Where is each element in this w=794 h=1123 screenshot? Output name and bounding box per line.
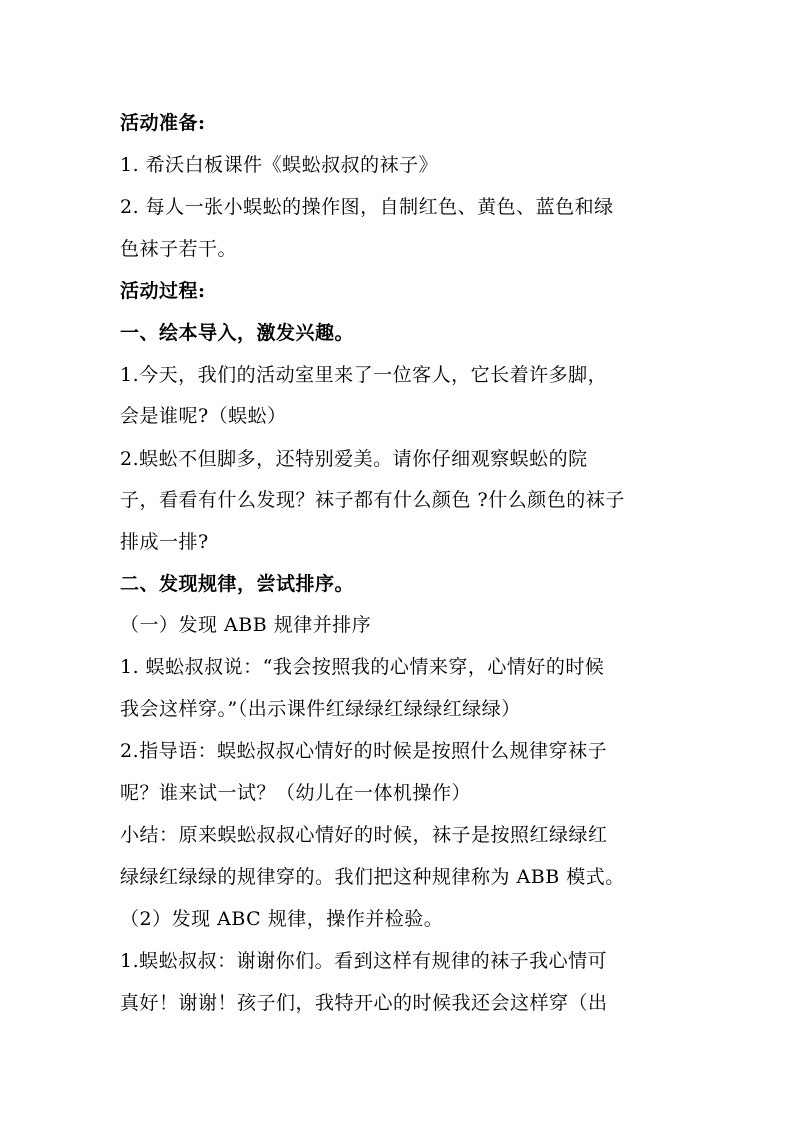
- paragraph-line: 子，看看有什么发现？袜子都有什么颜色 ?什么颜色的袜子: [120, 489, 625, 511]
- subsection-heading: （一）发现 ABB 规律并排序: [120, 614, 372, 636]
- paragraph-line: 色袜子若干。: [120, 238, 238, 260]
- paragraph-line: 1.今天，我们的活动室里来了一位客人，它长着许多脚，: [120, 364, 608, 386]
- paragraph-line: 小结：原来蜈蚣叔叔心情好的时候，袜子是按照红绿绿红: [120, 824, 608, 846]
- paragraph-line: 1.蜈蚣叔叔：谢谢你们。看到这样有规律的袜子我心情可: [120, 950, 608, 972]
- subsection-heading: （2）发现 ABC 规律，操作并检验。: [120, 908, 444, 930]
- section-heading-2: 二、发现规律，尝试排序。: [120, 573, 355, 595]
- paragraph-line: 绿绿红绿绿的规律穿的。我们把这种规律称为 ABB 模式。: [120, 866, 625, 888]
- paragraph-line: 1. 蜈蚣叔叔说：“我会按照我的心情来穿，心情好的时候: [120, 656, 605, 678]
- paragraph-line: 会是谁呢?（蜈蚣）: [120, 405, 287, 427]
- paragraph-line: 我会这样穿。”（出示课件红绿绿红绿绿红绿绿）: [120, 698, 521, 720]
- paragraph-line: 真好！谢谢！孩子们，我特开心的时候我还会这样穿（出: [120, 992, 608, 1014]
- paragraph-line: 2.指导语：蜈蚣叔叔心情好的时候是按照什么规律穿袜子: [120, 740, 608, 762]
- heading-preparation: 活动准备:: [120, 112, 206, 134]
- section-heading-1: 一、绘本导入，激发兴趣。: [120, 322, 355, 344]
- paragraph-line: 2.蜈蚣不但脚多，还特别爱美。请你仔细观察蜈蚣的院: [120, 448, 588, 470]
- paragraph-line: 排成一排?: [120, 531, 209, 553]
- paragraph-line: 2. 每人一张小蜈蚣的操作图，自制红色、黄色、蓝色和绿: [120, 196, 614, 218]
- paragraph-line: 1. 希沃白板课件《蜈蚣叔叔的袜子》: [120, 154, 439, 176]
- heading-process: 活动过程:: [120, 280, 206, 302]
- paragraph-line: 呢？谁来试一试？（幼儿在一体机操作）: [120, 782, 472, 804]
